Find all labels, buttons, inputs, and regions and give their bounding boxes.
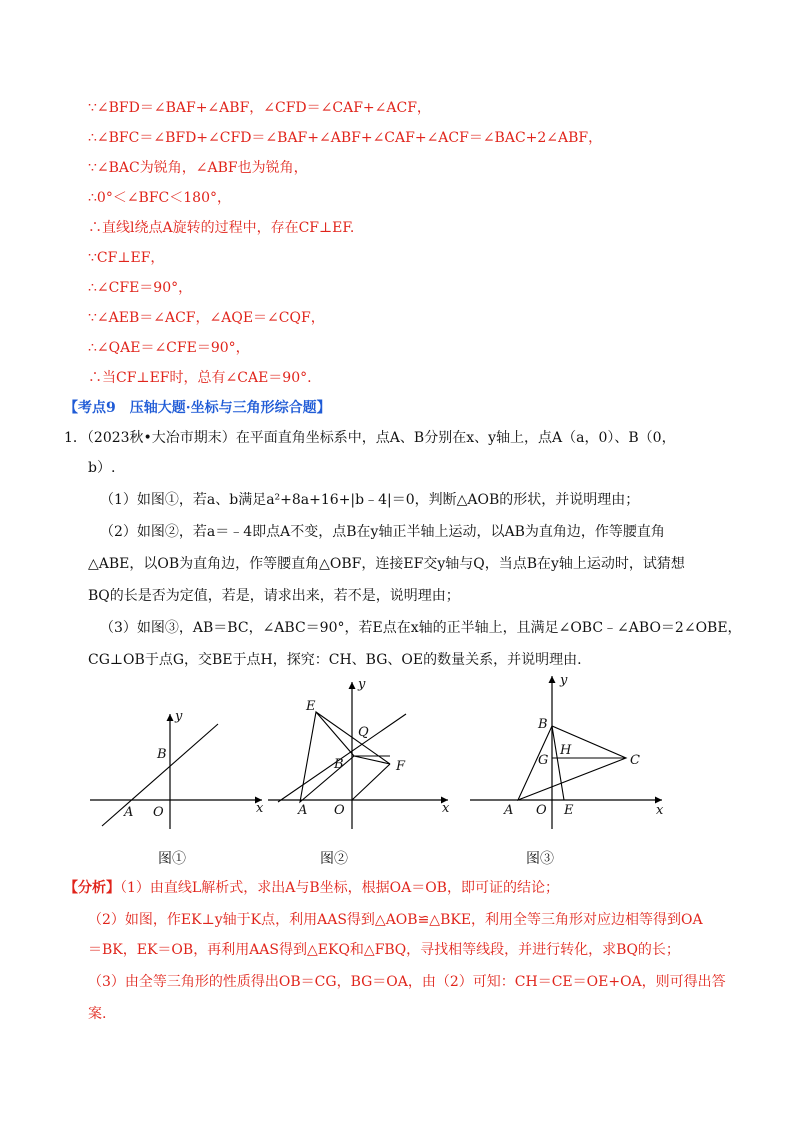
- figures-row: [80, 674, 680, 867]
- label-O: O: [334, 803, 345, 818]
- analysis-line-3: ＝BK，EK＝OB，再利用AAS得到△EKQ和△FBQ，寻找相等线段，并进行转化，求BQ的长；: [88, 942, 680, 958]
- analysis-line-4: （3）由全等三角形的性质得出OB＝CG，BG＝OA，由（2）可知：CH＝CE＝OE+OA，则可得出答: [88, 974, 726, 990]
- label-O: O: [536, 803, 547, 818]
- label-Q: Q: [358, 725, 369, 740]
- section-heading: 【考点9 压轴大题·坐标与三角形综合题】: [64, 400, 331, 416]
- y-label: y: [175, 709, 183, 724]
- problem-part3-line2: CG⊥OB于点G，交BE于点H，探究：CH、BG、OE的数量关系，并说明理由.: [88, 652, 582, 668]
- label-H: H: [560, 743, 572, 758]
- figure-3-caption: 图③: [526, 851, 554, 867]
- problem-stem: 在平面直角坐标系中，点A、B分别在x、y轴上，点A（a，0）、B（0，: [235, 430, 676, 446]
- figure-2-caption: 图②: [320, 851, 348, 867]
- label-A: A: [504, 803, 514, 818]
- label-E: E: [306, 699, 316, 714]
- problem-part2-line2: △ABE，以OB为直角边，作等腰直角△OBF，连接EF交y轴与Q，当点B在y轴上运动时，试猜想: [88, 556, 685, 572]
- triangle-ABE: [300, 712, 354, 802]
- solution-line-3: ∵∠BAC为锐角，∠ABF也为锐角，: [88, 160, 308, 176]
- solution-line-4: ∴0°＜∠BFC＜180°，: [88, 190, 231, 206]
- problem-part3-line1: （3）如图③，AB＝BC，∠ABC＝90°，若E点在x轴的正半轴上，且满足∠OBC﹣∠ABO＝2∠OBE，: [100, 620, 742, 636]
- figure-3: [468, 674, 668, 834]
- analysis-text-1: （1）由直线L解析式，求出A与B坐标，根据OA＝OB，即可证的结论；: [120, 880, 559, 896]
- problem-part2-line1: （2）如图②，若a＝﹣4即点A不变，点B在y轴正半轴上运动，以AB为直角边，作等腰直角: [100, 524, 665, 540]
- label-E: E: [564, 803, 574, 818]
- problem-part1: （1）如图①，若a、b满足a²+8a+16+|b﹣4|＝0，判断△AOB的形状，并说明理由；: [100, 492, 640, 508]
- label-G: G: [538, 753, 549, 768]
- label-B: B: [538, 717, 548, 732]
- x-label: x: [256, 801, 264, 816]
- problem-number: 1．: [64, 430, 87, 446]
- label-A: A: [124, 805, 134, 820]
- solution-line-6: ∵CF⊥EF，: [88, 250, 165, 266]
- segment-BE: [552, 726, 564, 800]
- solution-line-5: ∴直线l绕点A旋转的过程中，存在CF⊥EF.: [88, 220, 355, 236]
- label-O: O: [153, 805, 164, 820]
- analysis-line-1: [64, 878, 559, 898]
- figure-1-caption: 图①: [158, 851, 186, 867]
- label-B: B: [334, 757, 344, 772]
- triangle-ABC: [518, 726, 626, 800]
- x-label: x: [656, 803, 664, 818]
- solution-line-2: ∴∠BFC＝∠BFD+∠CFD＝∠BAF+∠ABF+∠CAF+∠ACF＝∠BAC+2∠ABF，: [88, 130, 603, 146]
- y-label: y: [358, 677, 366, 692]
- problem-part2-line3: BQ的长是否为定值，若是，请求出来，若不是，说明理由；: [88, 588, 460, 604]
- analysis-tag: 【分析】: [64, 880, 120, 896]
- label-B: B: [157, 747, 167, 762]
- label-A: A: [298, 803, 308, 818]
- solution-line-1: ∵∠BFD＝∠BAF+∠ABF，∠CFD＝∠CAF+∠ACF，: [88, 100, 431, 116]
- segment-OF: [352, 764, 390, 800]
- label-C: C: [630, 753, 640, 768]
- analysis-line-5: 案.: [88, 1006, 107, 1022]
- solution-line-9: ∴∠QAE＝∠CFE＝90°，: [88, 340, 250, 356]
- figure-1: [80, 674, 270, 834]
- analysis-line-2: （2）如图，作EK⊥y轴于K点，利用AAS得到△AOB≌△BKE，利用全等三角形对应边相等得到OA: [88, 912, 703, 928]
- label-F: F: [396, 759, 406, 774]
- solution-line-10: ∴当CF⊥EF时，总有∠CAE＝90°.: [88, 370, 312, 386]
- y-label: y: [560, 674, 568, 688]
- problem-line-2: b）.: [88, 460, 116, 476]
- x-label: x: [442, 801, 450, 816]
- solution-line-7: ∴∠CFE＝90°，: [88, 280, 193, 296]
- figure-2: [268, 674, 458, 834]
- problem-line-1: [64, 428, 676, 448]
- problem-source: （2023秋•大冶市期末）: [86, 430, 236, 446]
- solution-line-8: ∵∠AEB＝∠ACF，∠AQE＝∠CQF，: [88, 310, 325, 326]
